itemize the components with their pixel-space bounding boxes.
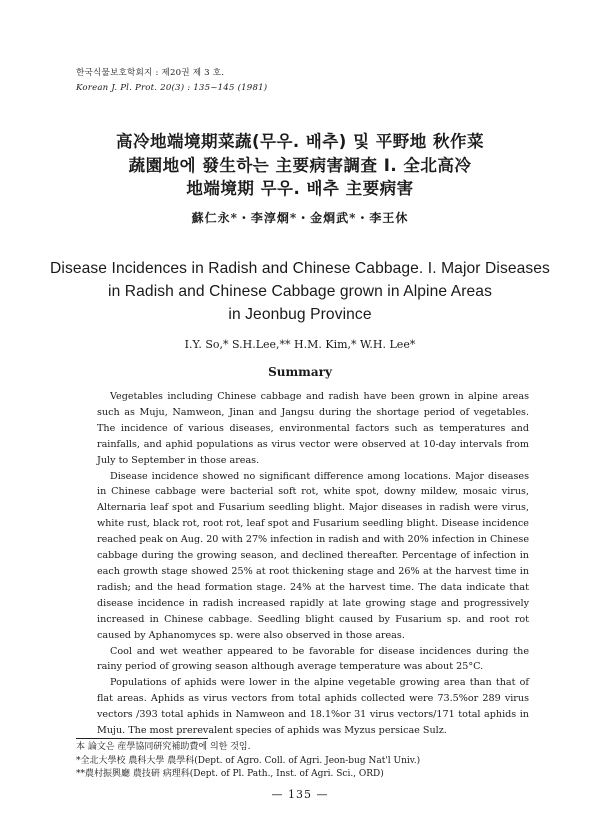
english-authors: I.Y. So,* S.H.Lee,** H.M. Kim,* W.H. Lee*	[184, 338, 416, 351]
footnote-affiliation-2: **農村振興廳 農技硏 病理科(Dept. of Pl. Path., Inst. of Agri. Sci., ORD)	[76, 769, 384, 780]
footnote-divider	[76, 738, 208, 739]
summary-paragraph-2: Disease incidence showed no significant difference among locations. Major diseases in Chinese cabbage were bacterial soft rot, white spot, downy mildew, mosaic virus, Alternaria leaf spot and Fusarium seedling blight. Major diseases in radish were virus, white rust, black rot, root rot, leaf spot and Fusarium seedling blight. Disease incidence reached peak on Aug. 20 with 27% infection in radish and with 20% infection in Chinese cabbage during the growing season, and declined thereafter. Percentage of infection in each growth stage showed 25% at root thickening stage and 26% at the harvest time in radish; and the head formation stage. 24% at the harvest time. The data indicate that disease incidence in radish increased rapidly at late growing stage and progressively increased in Chinese cabbage. Seedling blight caused by Fusarium sp. and root rot caused by Aphanomyces sp. were also observed in those areas.	[97, 470, 529, 641]
page-number: — 135 —	[271, 788, 329, 801]
korean-title-line-3: 地端境期 무우. 배추 主要病害	[186, 179, 414, 198]
summary-paragraph-3: Cool and wet weather appeared to be favorable for disease incidences during the rainy period of growing season although average temperature was about 25°C.	[97, 645, 529, 673]
summary-paragraph-4: Populations of aphids were lower in the alpine vegetable growing area than that of flat areas. Aphids as virus vectors from total aphids collected were 73.5%or 289 virus vectors /393 total aphids in Namweon and 18.1%or 31 virus vectors/171 total aphids in Muju. The most prerevalent species of aphids was Myzus persicae Sulz.	[97, 677, 529, 737]
english-title-line-3: in Jeonbug Province	[228, 306, 372, 323]
footnote-funding: 本 論文은 産學協同硏究補助費에 의한 것임.	[76, 742, 251, 752]
journal-korean: 한국식물보호학회지 : 제20권 제 3 호.	[76, 68, 225, 78]
journal-english: Korean J. Pl. Prot. 20(3) : 135~145 (1981)	[76, 83, 268, 93]
korean-title-line-1: 高冷地端境期菜蔬(무우. 배추) 및 平野地 秋作菜	[115, 132, 485, 151]
summary-paragraph-1: Vegetables including Chinese cabbage and radish have been grown in alpine areas such as Muju, Namweon, Jinan and Jangsu during the shortage period of vegetables. The incidence of various diseases, environmental factors such as temperatures and rainfalls, and aphid populations as virus vector were observed at 10-day intervals from July to September in those areas.	[97, 391, 529, 466]
journal-citation	[76, 66, 267, 96]
korean-title-line-2: 蔬園地에 發生하는 主要病害調査 I. 全北高冷	[128, 156, 472, 175]
footnote-affiliation-1: *全北大學校 農科大學 農學科(Dept. of Agro. Coll. of Agri. Jeon-bug Nat'l Univ.)	[76, 755, 421, 766]
english-title-line-1: Disease Incidences in Radish and Chinese Cabbage. I. Major Diseases	[50, 260, 550, 277]
korean-authors: 蘇仁永*・李淳烱*・金烱武*・李王休	[191, 211, 409, 225]
footnotes	[76, 741, 420, 782]
english-title-line-2: in Radish and Chinese Cabbage grown in Alpine Areas	[108, 283, 492, 300]
summary-body	[97, 389, 529, 739]
summary-heading: Summary	[268, 365, 332, 379]
